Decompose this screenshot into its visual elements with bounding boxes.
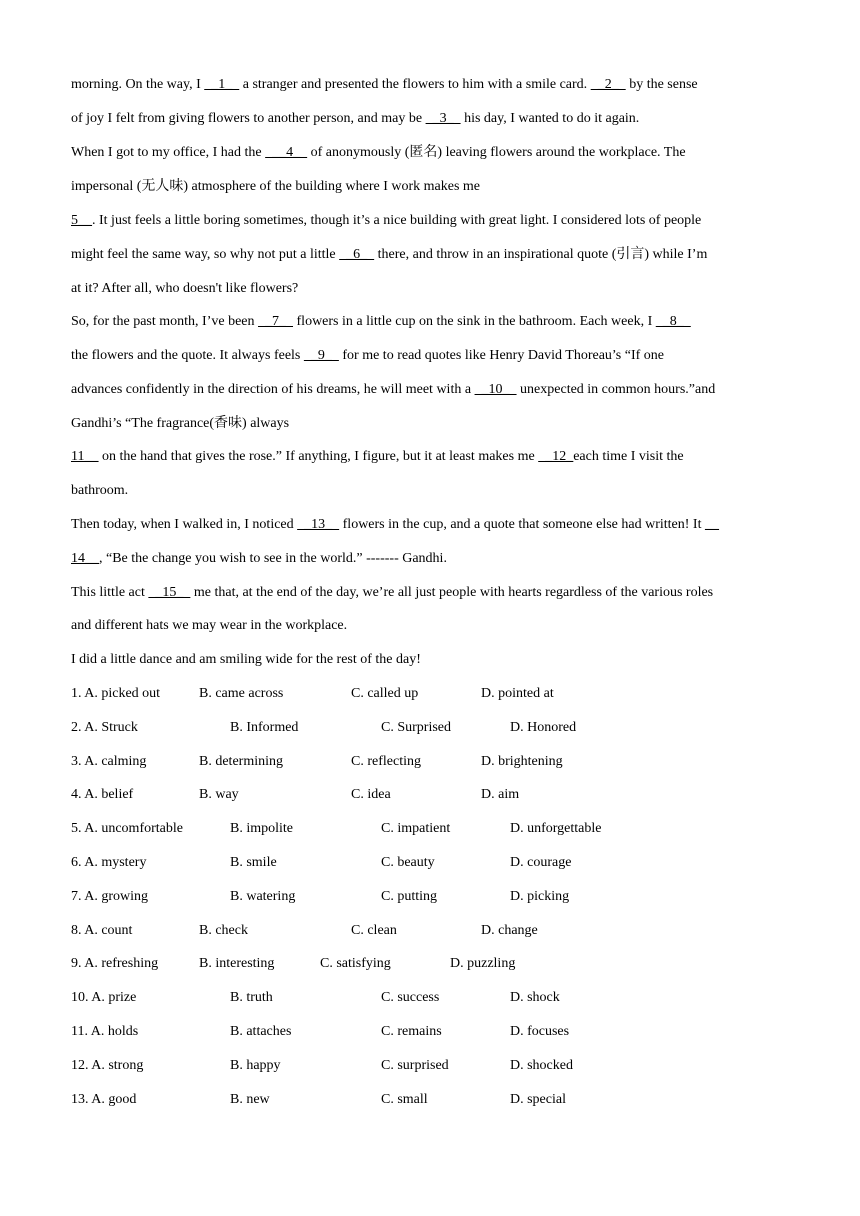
passage-text: of anonymously (匿名) leaving flowers around the workplace. The [307,145,686,160]
question-option-c: C. called up [351,686,419,701]
passage-line [71,280,298,298]
passage-line [71,550,447,568]
passage-line [71,246,707,264]
passage-text: by the sense [625,77,698,92]
question-option-d: D. unforgettable [510,821,602,837]
question-option-c: C. impatient [381,821,451,837]
question-option-a: 7. A. growing [71,888,148,904]
question-option-d: D. change [481,922,538,938]
question-option-a: 9. A. refreshing [71,956,159,972]
question-option-c: C. small [381,1091,428,1107]
question-option-b: B. truth [230,990,273,1006]
question-option-a: 4. A. belief [71,787,134,803]
blank-number: __ [704,517,719,532]
question-option-c: C. surprised [381,1057,449,1073]
question-option-d: D. pointed at [481,686,554,701]
passage-line [71,347,664,365]
passage-text: morning. On the way, I [71,77,205,92]
passage-text: . It just feels a little boring sometimes, though it’s a nice building with great light. I considered lots of people [92,213,702,228]
passage-text: unexpected in common hours.”and [516,382,716,397]
blank-number: __4_ [265,145,308,160]
question-option-c: C. idea [351,787,391,803]
question-option-d: D. brightening [481,753,563,769]
question-option-a: 6. A. mystery [71,855,147,870]
passage-line [71,584,713,602]
passage-text: This little act [71,585,149,600]
passage-text: the flowers and the quote. It always feels [71,348,304,363]
question-option-a: 1. A. picked out [71,686,161,701]
passage-text: impersonal (无人味) atmosphere of the building where I work makes me [71,179,481,194]
blank-number: _6_ [339,247,375,262]
passage-text: a stranger and presented the flowers to him with a smile card. [239,77,591,92]
question-option-d: D. Honored [510,719,577,735]
question-option-d: D. special [510,1091,566,1107]
passage-line [71,144,686,162]
blank-number: _15_ [148,585,191,600]
passage-text: flowers in a little cup on the sink in the bathroom. Each week, I [293,314,656,329]
question-option-b: B. impolite [230,821,293,837]
blank-number: 11__ [71,449,99,464]
question-option-b: B. Informed [230,719,299,735]
question-option-b: B. watering [230,888,296,904]
question-option-a: 2. A. Struck [71,719,138,735]
question-option-c: C. clean [351,922,397,938]
question-option-b: B. check [199,922,248,938]
passage-line [71,381,715,399]
passage-line [71,76,698,94]
question-option-b: B. happy [230,1057,281,1073]
question-option-c: C. success [381,990,440,1006]
question-option-b: B. new [230,1091,270,1107]
passage-text: might feel the same way, so why not put a little [71,247,340,262]
question-option-a: 8. A. count [71,922,133,938]
passage-text: on the hand that gives the rose.” If anything, I figure, but it at least makes me [98,449,539,464]
passage-line [71,516,719,534]
passage-text: I did a little dance and am smiling wide for the rest of the day! [71,652,421,667]
blank-number: _1_ [204,77,240,92]
question-option-d: D. shocked [510,1057,573,1073]
question-option-a: 12. A. strong [71,1057,144,1073]
question-option-c: C. putting [381,888,438,904]
question-option-d: D. puzzling [450,956,516,972]
passage-line [71,212,701,230]
blank-number: _3_ [425,111,461,126]
question-option-b: B. smile [230,855,277,870]
passage-line [71,178,480,196]
question-option-d: D. aim [481,787,520,803]
question-option-c: C. Surprised [381,719,451,735]
question-option-d: D. courage [510,855,572,870]
passage-line [71,482,128,500]
passage-text: bathroom. [71,483,129,498]
question-option-a: 10. A. prize [71,990,137,1006]
passage-text: at it? After all, who doesn't like flowers? [71,281,299,296]
question-option-b: B. interesting [199,956,275,972]
question-option-d: D. shock [510,990,560,1006]
blank-number: _9_ [303,348,339,363]
passage-text: So, for the past month, I’ve been [71,314,259,329]
passage-text: me that, at the end of the day, we’re all just people with hearts regardless of the various roles [190,585,714,600]
question-option-a: 13. A. good [71,1091,137,1107]
question-option-c: C. satisfying [320,956,391,972]
passage-line [71,448,684,466]
passage-text: Then today, when I walked in, I noticed [71,517,298,532]
passage-text: Gandhi’s “The fragrance(香味) always [71,416,290,431]
passage-text: each time I visit the [573,449,684,464]
question-option-b: B. way [199,787,239,803]
blank-number: _10_ [474,382,517,397]
blank-number: _12_ [538,449,574,464]
passage-text: and different hats we may wear in the workplace. [71,618,348,633]
passage-text: there, and throw in an inspirational quote (引言) while I’m [374,247,708,262]
question-option-b: B. attaches [230,1024,292,1039]
passage-text: advances confidently in the direction of his dreams, he will meet with a [71,382,475,397]
passage-line [71,313,691,331]
question-option-d: D. picking [510,888,570,904]
question-option-a: 11. A. holds [71,1024,139,1039]
passage-text: of joy I felt from giving flowers to another person, and may be [71,111,426,126]
blank-number: _2_ [590,77,626,92]
blank-number: _13_ [297,517,340,532]
question-option-c: C. remains [381,1024,442,1039]
question-option-b: B. came across [199,686,284,701]
passage-line [71,617,347,635]
passage-text: When I got to my office, I had the [71,145,266,160]
passage-text: , “Be the change you wish to see in the world.” ------- Gandhi. [99,551,447,566]
blank-number: _8_ [655,314,691,329]
blank-number: _7_ [258,314,294,329]
blank-number: 14__ [71,551,99,566]
passage-line [71,415,289,433]
passage-text: his day, I wanted to do it again. [460,111,640,126]
question-option-b: B. determining [199,753,283,769]
question-option-c: C. beauty [381,855,435,870]
question-option-a: 5. A. uncomfortable [71,821,183,837]
passage-text: flowers in the cup, and a quote that someone else had written! It [339,517,705,532]
question-option-a: 3. A. calming [71,753,147,769]
question-option-d: D. focuses [510,1024,570,1039]
passage-line [71,651,421,669]
passage-line [71,110,639,128]
passage-text: for me to read quotes like Henry David Thoreau’s “If one [338,348,665,363]
question-option-c: C. reflecting [351,753,421,769]
blank-number: 5__ [71,213,92,228]
